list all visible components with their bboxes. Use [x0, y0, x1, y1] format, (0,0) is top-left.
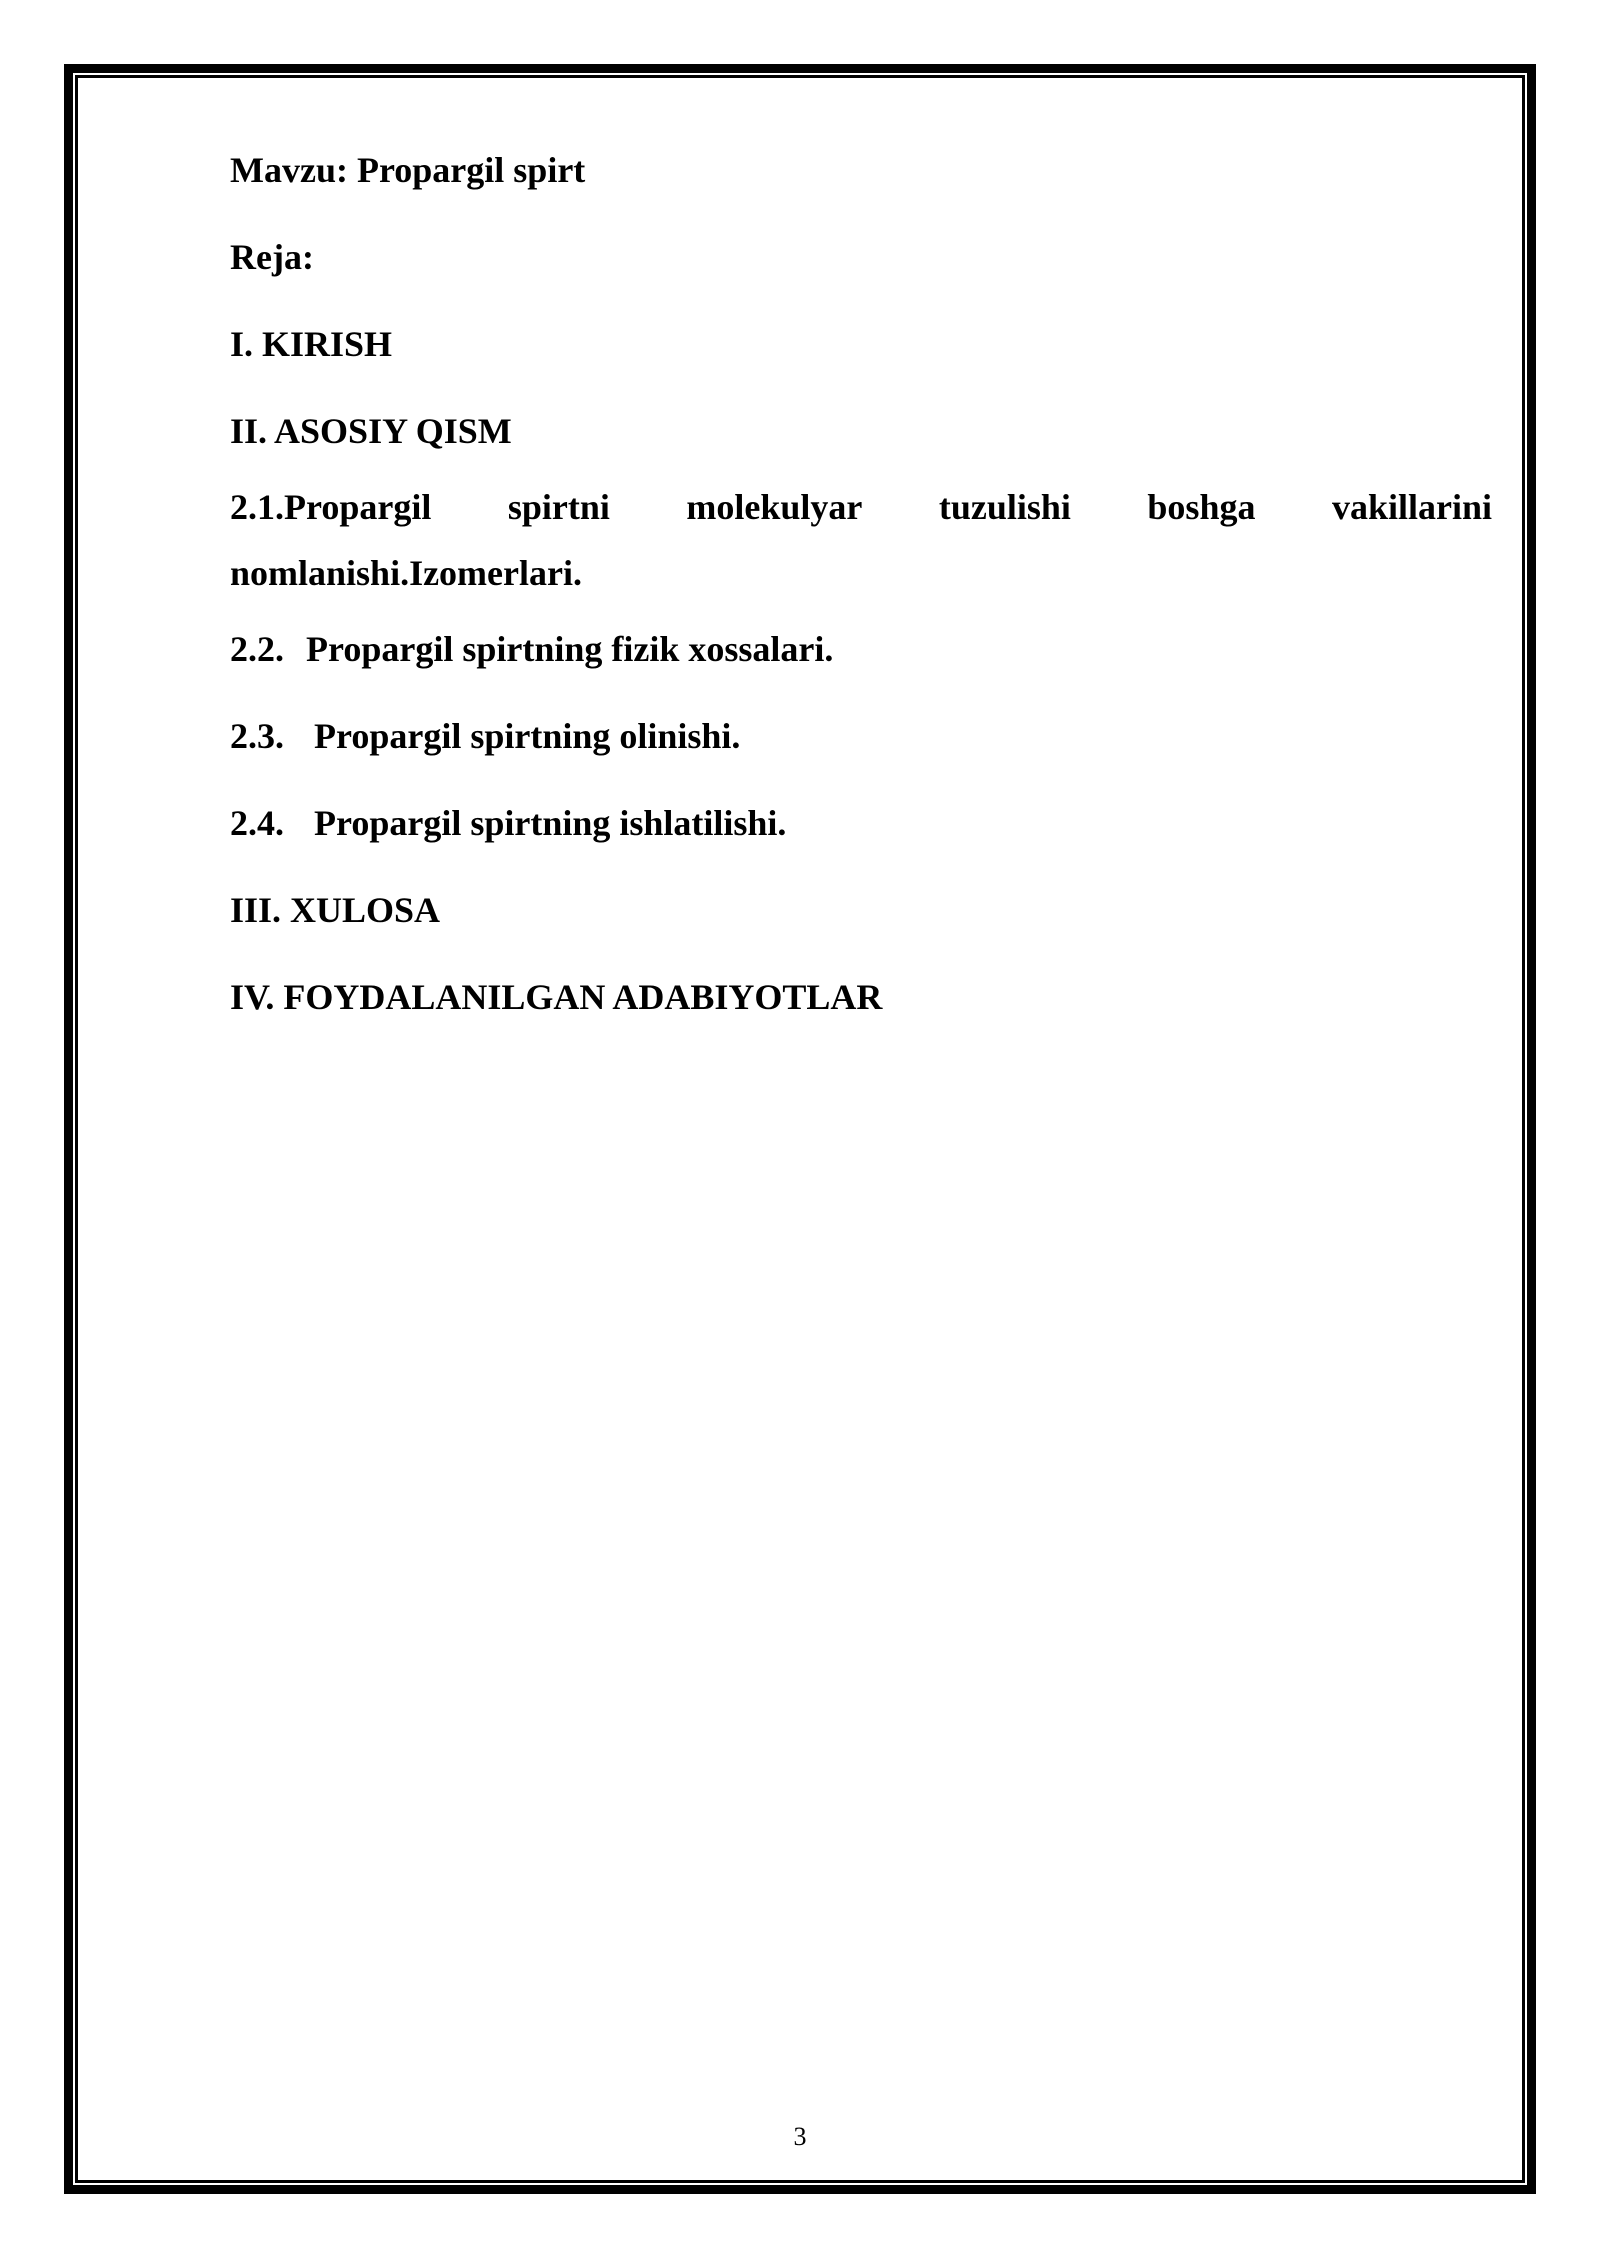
- plan-item-intro: I. KIRISH: [230, 324, 393, 364]
- plan-item-2-3: [230, 714, 1492, 758]
- topic-title: Mavzu: Propargil spirt: [230, 150, 586, 190]
- plan-item-2-1-word: spirtni: [507, 487, 610, 527]
- plan-item-2-1-row1: [230, 485, 1492, 529]
- page-number: 3: [793, 2122, 807, 2151]
- plan-item-2-1-word: vakillarini: [1331, 487, 1492, 527]
- plan-item-references: IV. FOYDALANILGAN ADABIYOTLAR: [230, 977, 883, 1017]
- document-content: [230, 148, 1492, 1062]
- plan-item-2-1: [230, 485, 1492, 595]
- plan-item-2-3-number: 2.3.: [230, 716, 284, 756]
- plan-item-2-2: [230, 627, 1492, 671]
- plan-item-main: II. ASOSIY QISM: [230, 411, 512, 451]
- plan-item-conclusion: III. XULOSA: [230, 890, 441, 930]
- plan-heading: Reja:: [230, 237, 314, 277]
- plan-item-2-2-text: Propargil spirtning fizik xossalari.: [306, 629, 834, 669]
- plan-item-2-4-text: Propargil spirtning ishlatilishi.: [314, 803, 787, 843]
- plan-item-2-2-number: 2.2.: [230, 629, 284, 669]
- plan-item-2-1-word: 2.1.Propargil: [230, 487, 432, 527]
- plan-item-2-3-text: Propargil spirtning olinishi.: [314, 716, 741, 756]
- plan-item-2-1-word: boshga: [1147, 487, 1256, 527]
- plan-item-2-4-number: 2.4.: [230, 803, 284, 843]
- plan-item-2-4: [230, 801, 1492, 845]
- plan-item-2-1-word: tuzulishi: [938, 487, 1071, 527]
- plan-item-2-1-word: molekulyar: [686, 487, 863, 527]
- plan-item-2-1-row2: nomlanishi.Izomerlari.: [230, 553, 582, 593]
